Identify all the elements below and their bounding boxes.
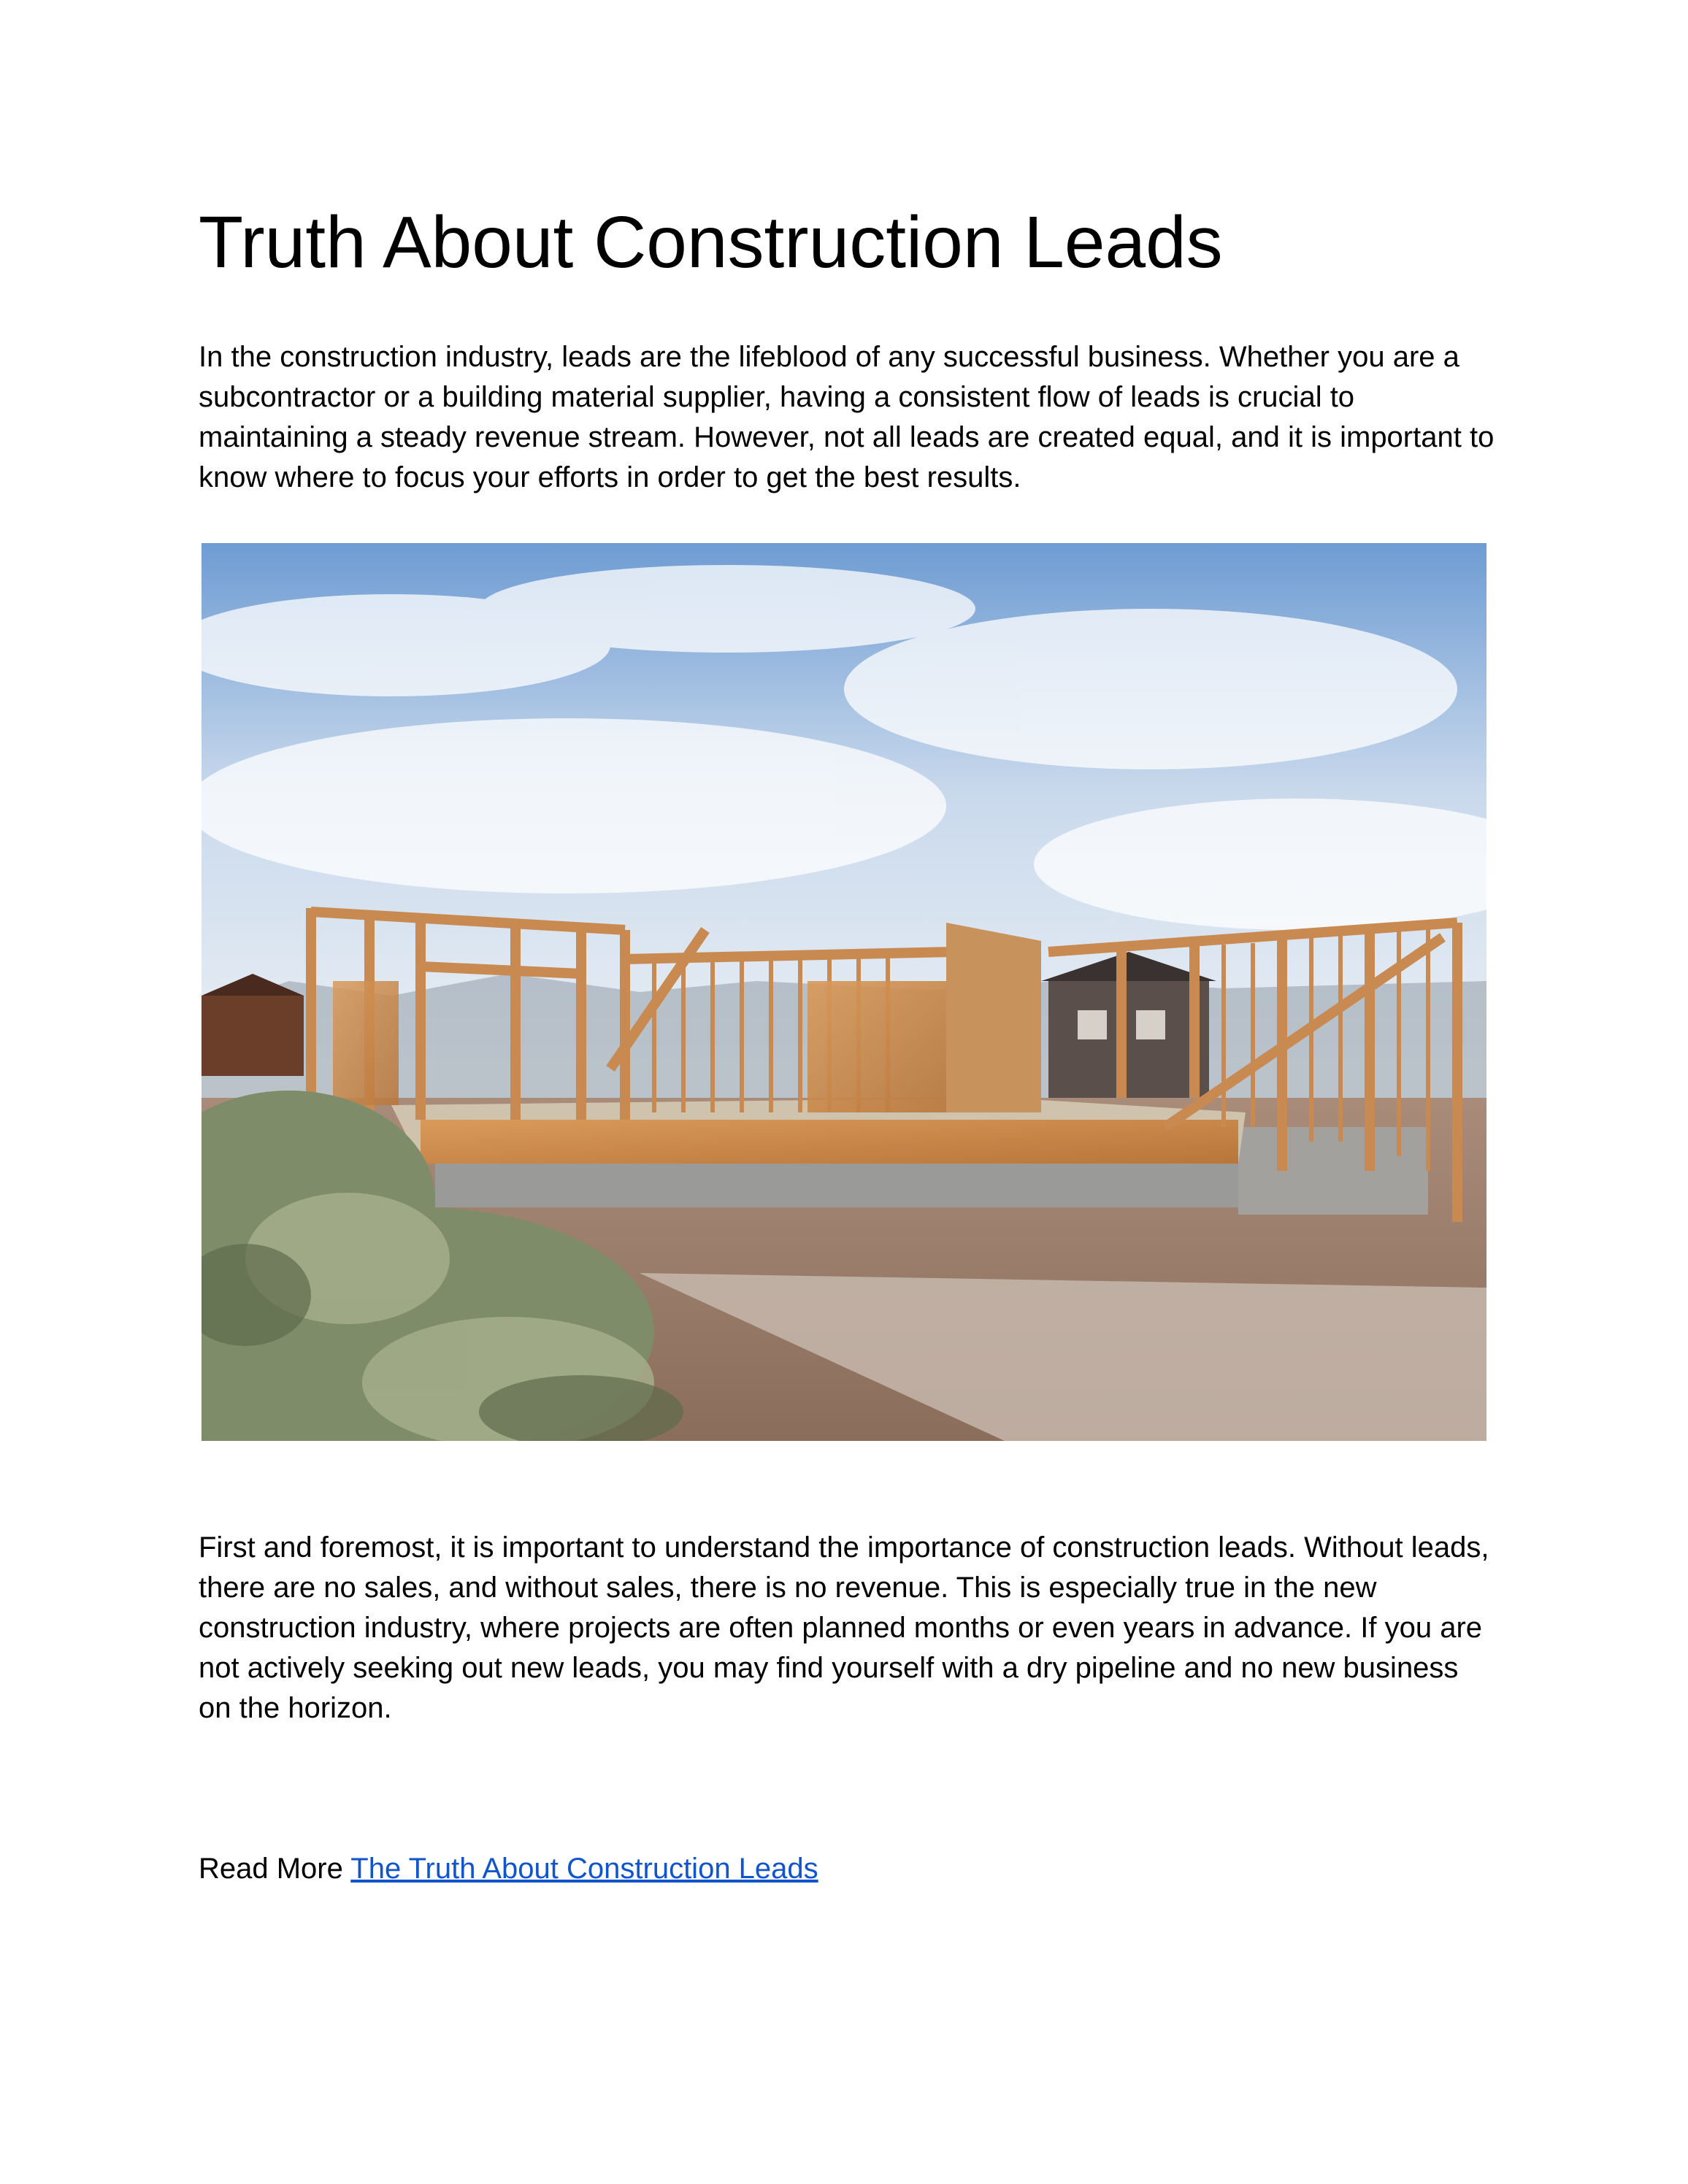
page-title: Truth About Construction Leads <box>199 201 1223 283</box>
intro-paragraph: In the construction industry, leads are the lifeblood of any successful business. Whether you are a subcontractor or a building material supplier, having a consistent flow of leads is crucial to maintaining a steady revenue stream. However, not all leads are created equal, and it is important to know where to focus your efforts in order to get the best results. <box>199 341 1495 493</box>
read-more-prefix: Read More <box>199 1853 351 1885</box>
read-more-line <box>199 1849 818 1889</box>
read-more-link[interactable]: The Truth About Construction Leads <box>350 1853 818 1885</box>
construction-site-photo <box>202 543 1486 1441</box>
body-paragraph: First and foremost, it is important to understand the importance of construction leads. Without leads, there are no sales, and without sales, there is no revenue. This is especially true in the new construction industry, where projects are often planned months or even years in advance. If you are not actively seeking out new leads, you may find yourself with a dry pipeline and no new business on the horizon. <box>199 1531 1489 1724</box>
